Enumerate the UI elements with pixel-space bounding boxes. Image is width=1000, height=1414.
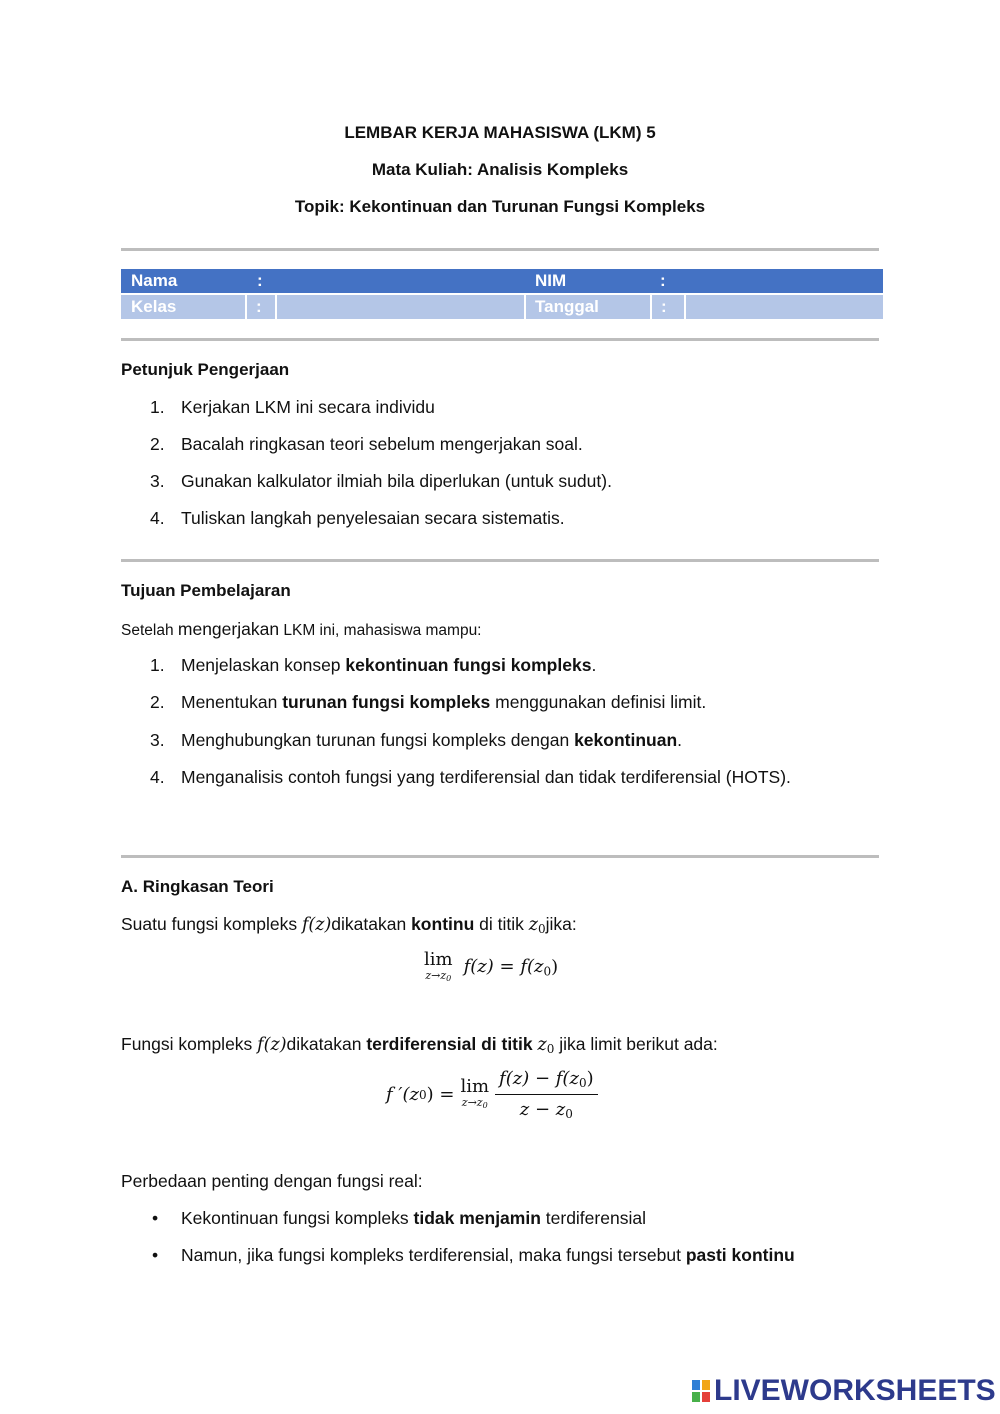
item-text: Kekontinuan fungsi kompleks (181, 1208, 414, 1228)
intro-text: LKM ini, mahasiswa mampu: (279, 622, 482, 639)
math-sub: 0 (446, 974, 452, 983)
denominator-text: z − z (519, 1099, 566, 1120)
instruction-item (150, 508, 565, 529)
logo-block (702, 1392, 710, 1402)
lim-word: lim (424, 949, 453, 970)
item-text: menggunakan definisi limit. (490, 692, 707, 712)
math-z: z (537, 1035, 547, 1055)
logo-block (692, 1380, 700, 1390)
logo-block (702, 1380, 710, 1390)
text: dikatakan (286, 1034, 367, 1054)
paren: ) (586, 1068, 594, 1089)
math-fz: f(z) (257, 1035, 287, 1055)
math-sub: 0 (418, 1087, 427, 1102)
theory-heading: A. Ringkasan Teori (121, 877, 274, 896)
item-bold: kekontinuan (574, 730, 678, 750)
intro-text: mengerjakan (177, 619, 280, 639)
bullet-icon: • (152, 1208, 159, 1228)
math-fz: f(z) (301, 915, 332, 935)
form-row-2 (121, 295, 883, 319)
item-text: Menghubungkan turunan fungsi kompleks dengan (181, 730, 575, 750)
intro-text: Setelah (121, 622, 178, 639)
item-bold: kekontinuan fungsi kompleks (345, 655, 592, 675)
differentiability-definition (121, 1034, 718, 1056)
lim-subscript (425, 970, 451, 985)
text: dikatakan (331, 914, 412, 934)
logo-text: LIVEWORKSHEETS (714, 1374, 996, 1407)
item-bold: pasti kontinu (685, 1245, 795, 1265)
liveworksheets-logo[interactable] (692, 1374, 996, 1408)
lim-subscript (462, 1097, 488, 1112)
identity-form (121, 269, 883, 320)
item-number: 1. (150, 397, 165, 417)
item-text: Namun, jika fungsi kompleks terdiferensial, maka fungsi tersebut (181, 1245, 686, 1265)
bullet-item (150, 1245, 795, 1266)
item-text: Menentukan (181, 692, 283, 712)
tanggal-colon: : (652, 295, 686, 319)
limit-operator (424, 950, 453, 985)
objective-item (150, 692, 706, 713)
comparison-intro: Perbedaan penting dengan fungsi real: (121, 1171, 423, 1191)
tanggal-label: Tanggal (526, 295, 652, 319)
instruction-item (150, 434, 583, 455)
bullet-icon: • (152, 1245, 159, 1265)
paren: ) (551, 956, 559, 978)
colon: : (660, 271, 666, 290)
math-sub: 0 (565, 1107, 573, 1121)
kelas-label: Kelas (121, 295, 247, 319)
item-number: 3. (150, 730, 165, 750)
nim-colon[interactable] (652, 269, 883, 293)
numerator-text: f(z) − f(z (499, 1068, 579, 1089)
difference-quotient (495, 1068, 598, 1121)
math-sub: 0 (546, 1042, 555, 1056)
text: Suatu fungsi kompleks (121, 914, 302, 934)
continuity-definition (121, 914, 577, 936)
objective-item (150, 730, 682, 751)
kelas-input[interactable] (277, 295, 526, 319)
bold-text: kontinu (411, 914, 475, 934)
item-number: 2. (150, 692, 165, 712)
objective-item (150, 655, 596, 676)
math-z: z (528, 915, 538, 935)
divider (121, 248, 879, 251)
logo-block (692, 1392, 700, 1402)
divider (121, 338, 879, 341)
instructions-heading: Petunjuk Pengerjaan (121, 360, 290, 379)
item-bold: turunan fungsi kompleks (282, 692, 491, 712)
nim-label: NIM (535, 271, 567, 290)
derivative-formula (386, 1068, 598, 1121)
text: jika limit berikut ada: (554, 1034, 718, 1054)
limit-operator (460, 1077, 489, 1112)
item-number: 2. (150, 434, 165, 454)
lim-word: lim (460, 1076, 490, 1097)
item-number: 4. (150, 767, 165, 787)
objectives-heading: Tujuan Pembelajaran (121, 581, 291, 600)
item-text: Menganalisis contoh fungsi yang terdiferensial dan tidak terdiferensial (HOTS). (181, 767, 791, 787)
worksheet-title: LEMBAR KERJA MAHASISWA (LKM) 5 (344, 123, 656, 142)
bullet-item (150, 1208, 646, 1229)
item-text: terdiferensial (540, 1208, 646, 1228)
item-text: Gunakan kalkulator ilmiah bila diperlukan (untuk sudut). (181, 471, 612, 491)
objective-item (150, 767, 791, 788)
divider (121, 559, 879, 562)
item-number: 4. (150, 508, 165, 528)
text: di titik (474, 914, 529, 934)
lim-sub-text: z→z (425, 969, 447, 982)
continuity-formula (424, 950, 558, 985)
item-text: Bacalah ringkasan teori sebelum mengerjakan soal. (181, 434, 583, 454)
equals-sign: ) = (426, 1084, 455, 1105)
fraction-numerator (495, 1068, 598, 1095)
item-bold: tidak menjamin (413, 1208, 541, 1228)
instruction-item (150, 397, 435, 418)
formula-lhs: f ′(z (386, 1084, 419, 1105)
nama-colon[interactable] (249, 269, 526, 293)
item-number: 3. (150, 471, 165, 491)
lim-sub-text: z→z (461, 1096, 483, 1109)
colon: : (257, 271, 263, 290)
item-text: Tuliskan langkah penyelesaian secara sistematis. (181, 508, 565, 528)
item-text: . (677, 730, 683, 750)
nama-label: Nama (131, 271, 178, 290)
math-sub: 0 (482, 1101, 488, 1110)
logo-mark-icon (692, 1380, 710, 1402)
math-sub: 0 (537, 922, 546, 936)
bold-text: terdiferensial di titik (366, 1034, 533, 1054)
item-number: 1. (150, 655, 165, 675)
divider (121, 855, 879, 858)
objectives-intro (121, 619, 482, 640)
math-sub: 0 (578, 1076, 587, 1090)
math-sub: 0 (543, 964, 552, 979)
item-text: . (591, 655, 597, 675)
topic-name: Topik: Kekontinuan dan Turunan Fungsi Kompleks (294, 197, 706, 216)
item-text: Menjelaskan konsep (181, 655, 346, 675)
formula-body: f(z) = f(z (463, 956, 544, 978)
text: jika: (545, 914, 577, 934)
fraction-denominator (516, 1095, 577, 1121)
form-row-1 (121, 269, 883, 293)
tanggal-input[interactable] (686, 295, 883, 319)
text: Fungsi kompleks (121, 1034, 258, 1054)
course-name: Mata Kuliah: Analisis Kompleks (371, 160, 629, 179)
kelas-colon: : (247, 295, 277, 319)
instruction-item (150, 471, 612, 492)
item-text: Kerjakan LKM ini secara individu (181, 397, 435, 417)
